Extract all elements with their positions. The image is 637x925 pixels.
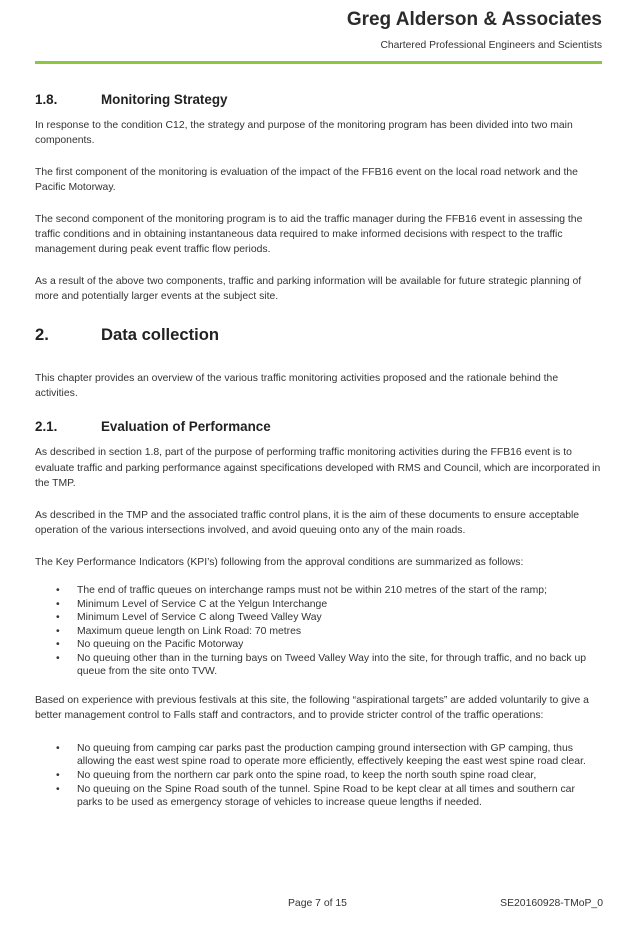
paragraph: As a result of the above two components, traffic and parking information will be available for future strategic planning of more and potentially larger events at the subject site. [35, 275, 582, 303]
list-item: • No queuing on the Spine Road south of the tunnel. Spine Road to be kept clear at all times and southern car parks to be used as emergency storage of vehicles to increase queue lengths if needed. [35, 783, 603, 810]
list-item: • Minimum Level of Service C along Tweed Valley Way [35, 611, 603, 625]
kpi-list [35, 584, 603, 679]
section-title: Monitoring Strategy [101, 92, 228, 107]
list-item: • The end of traffic queues on interchange ramps must not be within 210 metres of the start of the ramp; [35, 584, 603, 598]
paragraph: As described in section 1.8, part of the purpose of performing traffic monitoring activities during the FFB16 event is to evaluate traffic and parking performance against specifications developed with RMS and Council, which are incorporated in the TMP. [35, 447, 601, 490]
section-title: Evaluation of Performance [101, 419, 271, 435]
paragraph: The second component of the monitoring program is to aid the traffic manager during the FFB16 event in assessing the traffic conditions and in obtaining instantaneous data required to make informed decisions with respect to the traffic management during peak event traffic flow periods. [35, 213, 583, 256]
section-heading-1-8 [35, 92, 603, 107]
header-divider [35, 61, 602, 64]
paragraph: In response to the condition C12, the strategy and purpose of the monitoring program has been divided into two main components. [35, 120, 573, 147]
list-item: • No queuing other than in the turning bays on Tweed Valley Way into the site, for through traffic, and no back up queue from the site onto TVW. [35, 652, 603, 679]
paragraph: Based on experience with previous festivals at this site, the following “aspirational targets” are added voluntarily to give a better management control to Falls staff and contractors, and to provide stricter control of the traffic operations: [35, 695, 589, 722]
document-body [35, 92, 603, 810]
paragraph: The Key Performance Indicators (KPI’s) following from the approval conditions are summarized as follows: [35, 556, 524, 568]
company-tagline: Chartered Professional Engineers and Scientists [380, 40, 602, 51]
list-item: • No queuing from the northern car park onto the spine road, to keep the north south spine road clear, [35, 769, 603, 783]
list-item: • Minimum Level of Service C at the Yelgun Interchange [35, 598, 603, 612]
list-item: • No queuing on the Pacific Motorway [35, 638, 603, 652]
page-number: Page 7 of 15 [288, 898, 347, 909]
company-name: Greg Alderson & Associates [346, 9, 602, 30]
aspirational-list [35, 742, 603, 810]
list-item: • No queuing from camping car parks past the production camping ground intersection with GP camping, thus allowing the east west spine road to operate more efficiently, effectively keeping the east west spine road clear. [35, 742, 603, 769]
section-title: Data collection [101, 324, 220, 344]
section-heading-2-1 [35, 419, 603, 434]
paragraph: As described in the TMP and the associated traffic control plans, it is the aim of these documents to ensure acceptable operation of the various intersections involved, and avoid queuing onto any of the main roads. [35, 509, 580, 537]
section-number: 1.8. [35, 92, 58, 107]
document-reference: SE20160928-TMoP_0 [500, 898, 603, 909]
list-item: • Maximum queue length on Link Road: 70 metres [35, 625, 603, 639]
section-number: 2. [35, 324, 49, 344]
paragraph: This chapter provides an overview of the various traffic monitoring activities proposed and the rationale behind the activities. [35, 372, 559, 400]
section-heading-2 [35, 325, 603, 345]
paragraph: The first component of the monitoring is evaluation of the impact of the FFB16 event on the local road network and the Pacific Motorway. [35, 166, 578, 194]
section-number: 2.1. [35, 419, 58, 435]
